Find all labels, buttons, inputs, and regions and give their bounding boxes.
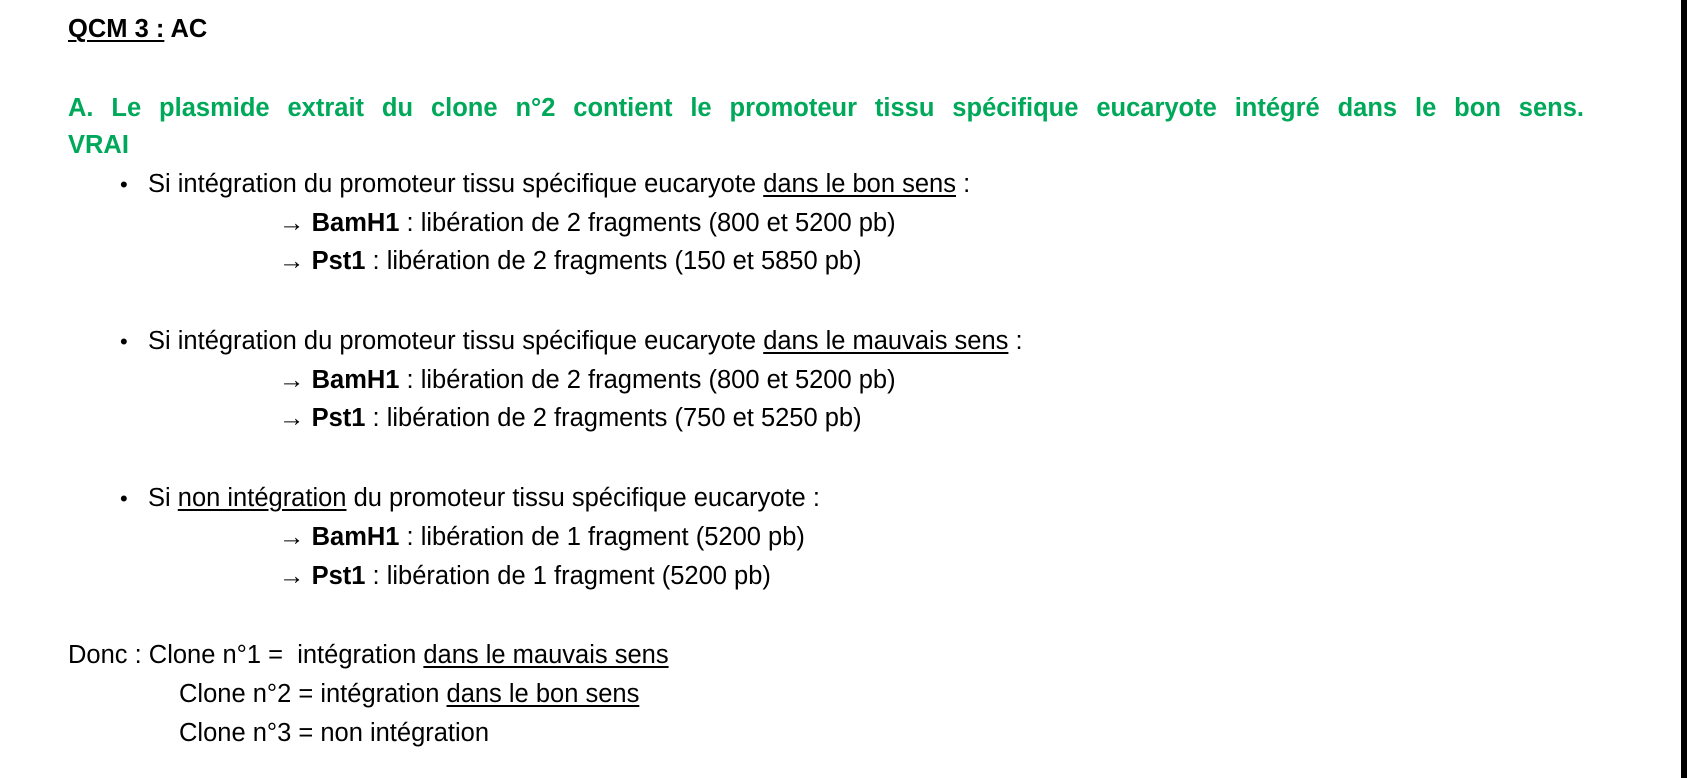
arrow-icon: → bbox=[279, 247, 305, 275]
arrow-icon: → bbox=[279, 562, 305, 590]
conclusion-clone-1-orientation: dans le mauvais sens bbox=[423, 641, 669, 669]
enzyme-name: Pst1 bbox=[311, 404, 366, 432]
case-1-intro bbox=[148, 172, 970, 198]
case-3-result-1 bbox=[279, 525, 805, 551]
question-title bbox=[68, 17, 207, 43]
conclusion-clone-1: Donc : Clone n°1 = intégration bbox=[68, 641, 424, 669]
case-1-result-1 bbox=[279, 211, 896, 237]
result-text: : libération de 2 fragments (800 et 5200 pb) bbox=[399, 209, 896, 237]
conclusion-clone-2: Clone n°2 = intégration bbox=[179, 680, 447, 708]
case-1-intro-text: Si intégration du promoteur tissu spécifique eucaryote bbox=[148, 170, 764, 198]
enzyme-name: BamH1 bbox=[311, 366, 400, 394]
case-2-result-1 bbox=[279, 368, 896, 394]
case-3-orientation: non intégration bbox=[177, 484, 347, 512]
arrow-icon: → bbox=[279, 209, 305, 237]
bullet-2: • bbox=[120, 329, 128, 354]
enzyme-name: BamH1 bbox=[311, 523, 400, 551]
conclusion-line-2 bbox=[179, 682, 639, 708]
arrow-icon: → bbox=[279, 366, 305, 394]
case-2-orientation: dans le mauvais sens bbox=[763, 327, 1009, 355]
result-text: : libération de 1 fragment (5200 pb) bbox=[399, 523, 805, 551]
bullet-1: • bbox=[120, 172, 128, 197]
case-2-intro-end: : bbox=[1008, 327, 1023, 355]
statement-verdict: VRAI bbox=[68, 131, 129, 159]
arrow-icon: → bbox=[279, 404, 305, 432]
result-text: : libération de 2 fragments (750 et 5250 pb) bbox=[365, 404, 862, 432]
case-3-result-2 bbox=[279, 564, 771, 590]
bullet-3: • bbox=[120, 486, 128, 511]
result-text: : libération de 2 fragments (800 et 5200 pb) bbox=[399, 366, 896, 394]
case-3-intro-text: Si bbox=[148, 484, 178, 512]
case-1-orientation: dans le bon sens bbox=[763, 170, 956, 198]
case-3-intro bbox=[148, 486, 820, 512]
page-edge-border bbox=[1681, 0, 1687, 778]
case-1-intro-end: : bbox=[956, 170, 971, 198]
result-text: : libération de 2 fragments (150 et 5850 pb) bbox=[365, 247, 862, 275]
case-1-result-2 bbox=[279, 249, 862, 275]
arrow-icon: → bbox=[279, 523, 305, 551]
case-2-result-2 bbox=[279, 406, 862, 432]
conclusion-line-3: Clone n°3 = non intégration bbox=[179, 719, 490, 747]
enzyme-name: Pst1 bbox=[311, 247, 366, 275]
case-2-intro bbox=[148, 329, 1023, 355]
statement-line-1: A. Le plasmide extrait du clone n°2 contient le promoteur tissu spécifique eucaryote intégré dans le bon sens. bbox=[68, 94, 1584, 122]
result-text: : libération de 1 fragment (5200 pb) bbox=[365, 562, 771, 590]
enzyme-name: BamH1 bbox=[311, 209, 400, 237]
question-label: QCM 3 : bbox=[68, 15, 165, 43]
case-2-intro-text: Si intégration du promoteur tissu spécifique eucaryote bbox=[148, 327, 764, 355]
conclusion-clone-2-orientation: dans le bon sens bbox=[446, 680, 640, 708]
enzyme-name: Pst1 bbox=[311, 562, 366, 590]
case-3-intro-end: du promoteur tissu spécifique eucaryote : bbox=[346, 484, 820, 512]
conclusion-line-1 bbox=[68, 643, 669, 669]
question-answer: AC bbox=[170, 15, 208, 43]
